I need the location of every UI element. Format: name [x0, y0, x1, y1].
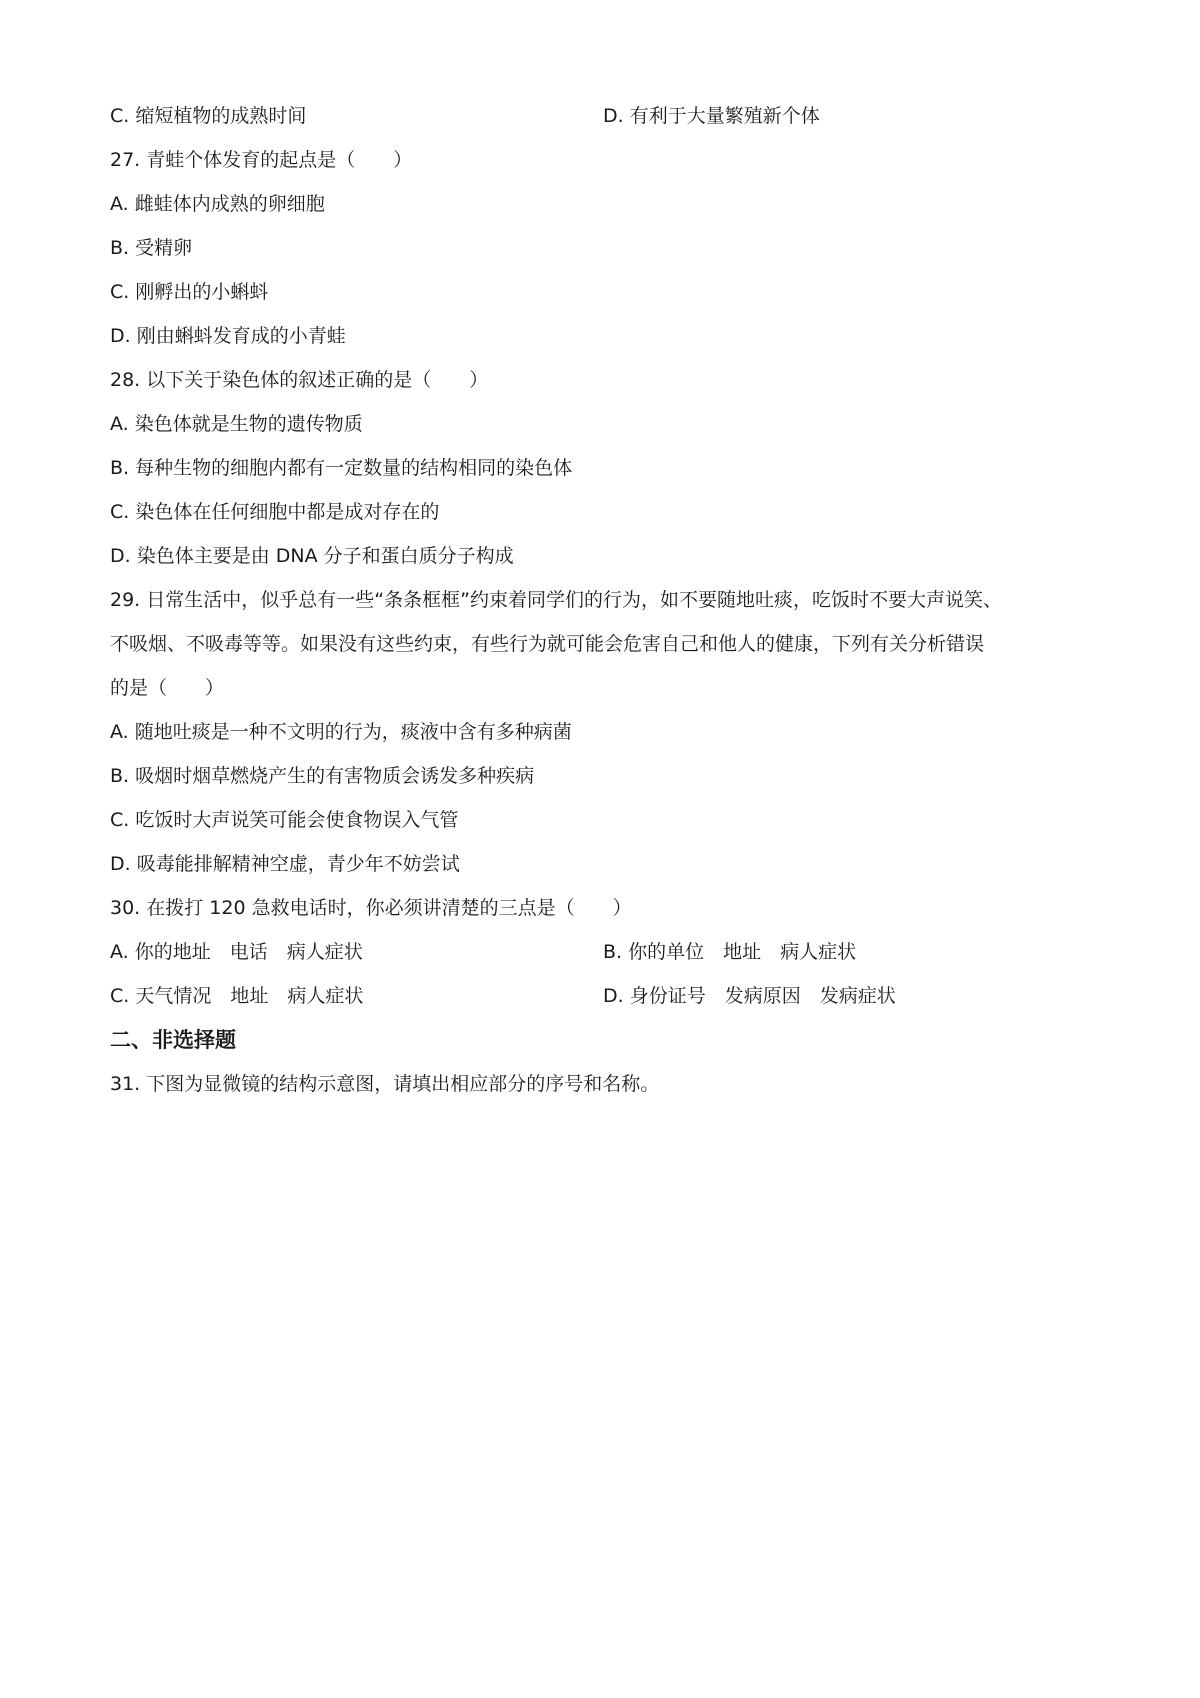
question-29-line-2: 不吸烟、不吸毒等等。如果没有这些约束，有些行为就可能会危害自己和他人的健康，下列有关分析错误	[110, 633, 985, 655]
q29-option-d: D. 吸毒能排解精神空虚，青少年不妨尝试	[110, 853, 460, 875]
q29-option-b: B. 吸烟时烟草燃烧产生的有害物质会诱发多种疾病	[110, 765, 535, 787]
q26-option-c: C. 缩短植物的成熟时间	[110, 105, 307, 127]
question-29-line-3: 的是（ ）	[110, 677, 225, 699]
q30-option-b: B. 你的单位 地址 病人症状	[603, 941, 857, 963]
q28-option-d: D. 染色体主要是由 DNA 分子和蛋白质分子构成	[110, 545, 514, 567]
question-28: 28. 以下关于染色体的叙述正确的是（ ）	[110, 369, 489, 391]
section-heading-non-choice: 二、非选择题	[110, 1028, 236, 1052]
q30-option-d: D. 身份证号 发病原因 发病症状	[603, 985, 896, 1007]
q27-option-a: A. 雌蛙体内成熟的卵细胞	[110, 193, 325, 215]
q27-option-b: B. 受精卵	[110, 237, 193, 259]
q29-option-c: C. 吃饭时大声说笑可能会使食物误入气管	[110, 809, 459, 831]
question-31: 31. 下图为显微镜的结构示意图，请填出相应部分的序号和名称。	[110, 1073, 660, 1095]
q27-option-c: C. 刚孵出的小蝌蚪	[110, 281, 269, 303]
q29-option-a: A. 随地吐痰是一种不文明的行为，痰液中含有多种病菌	[110, 721, 572, 743]
q28-option-c: C. 染色体在任何细胞中都是成对存在的	[110, 501, 440, 523]
q27-option-d: D. 刚由蝌蚪发育成的小青蛙	[110, 325, 346, 347]
q30-option-c: C. 天气情况 地址 病人症状	[110, 985, 364, 1007]
question-27: 27. 青蛙个体发育的起点是（ ）	[110, 149, 413, 171]
q28-option-a: A. 染色体就是生物的遗传物质	[110, 413, 363, 435]
q26-option-d: D. 有利于大量繁殖新个体	[603, 105, 820, 127]
q28-option-b: B. 每种生物的细胞内都有一定数量的结构相同的染色体	[110, 457, 573, 479]
question-30: 30. 在拨打 120 急救电话时，你必须讲清楚的三点是（ ）	[110, 897, 632, 919]
question-29-line-1: 29. 日常生活中，似乎总有一些“条条框框”约束着同学们的行为，如不要随地吐痰，吃饭时不要大声说笑、	[110, 589, 1002, 611]
q30-option-a: A. 你的地址 电话 病人症状	[110, 941, 363, 963]
